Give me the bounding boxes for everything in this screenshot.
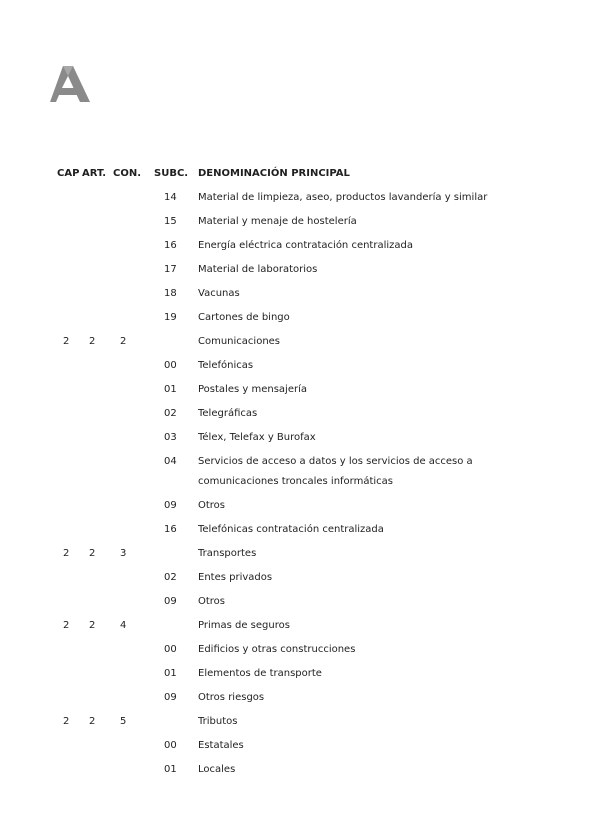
stylized-letter-a-icon [50, 66, 90, 102]
header-art: ART. [82, 168, 107, 179]
row-denominacion: Telefónicas [198, 360, 254, 371]
row-subc: 15 [164, 216, 177, 227]
table-body [0, 188, 600, 784]
row-art: 2 [89, 716, 96, 727]
table-row [0, 640, 600, 664]
row-subc: 18 [164, 288, 177, 299]
table-row [0, 236, 600, 260]
table-row [0, 188, 600, 212]
header-denominacion: DENOMINACIÓN PRINCIPAL [198, 168, 350, 179]
table-row [0, 452, 600, 496]
row-denominacion: Elementos de transporte [198, 668, 322, 679]
row-denominacion: Material y menaje de hostelería [198, 216, 357, 227]
row-denominacion: Vacunas [198, 288, 240, 299]
row-denominacion: Comunicaciones [198, 336, 281, 347]
row-con: 3 [120, 548, 127, 559]
row-denominacion: Servicios de acceso a datos y los servicios de acceso a comunicaciones troncales informáticas [198, 456, 473, 487]
row-con: 4 [120, 620, 127, 631]
row-subc: 00 [164, 360, 177, 371]
row-denominacion: Tributos [198, 716, 238, 727]
table-row [0, 332, 600, 356]
row-cap: 2 [63, 716, 70, 727]
row-denominacion: Entes privados [198, 572, 273, 583]
table-row [0, 428, 600, 452]
row-cap: 2 [63, 336, 70, 347]
table-row [0, 496, 600, 520]
table-row [0, 404, 600, 428]
row-subc: 01 [164, 764, 177, 775]
table-row [0, 544, 600, 568]
row-denominacion: Material de limpieza, aseo, productos lavandería y similar [198, 192, 488, 203]
table-row [0, 260, 600, 284]
row-denominacion: Otros [198, 500, 226, 511]
row-subc: 02 [164, 408, 177, 419]
header-subc: SUBC. [154, 168, 189, 179]
table-row [0, 760, 600, 784]
table-row [0, 688, 600, 712]
row-denominacion: Cartones de bingo [198, 312, 290, 323]
row-subc: 00 [164, 644, 177, 655]
table-row [0, 592, 600, 616]
table-row [0, 380, 600, 404]
table-row [0, 284, 600, 308]
row-subc: 09 [164, 500, 177, 511]
table-row [0, 712, 600, 736]
header-con: CON. [113, 168, 142, 179]
table-row [0, 212, 600, 236]
budget-classification-table [0, 168, 600, 784]
row-subc: 16 [164, 524, 177, 535]
row-subc: 01 [164, 384, 177, 395]
header-cap: CAP [57, 168, 80, 179]
row-cap: 2 [63, 620, 70, 631]
row-denominacion: Material de laboratorios [198, 264, 318, 275]
row-subc: 01 [164, 668, 177, 679]
row-denominacion: Postales y mensajería [198, 384, 307, 395]
row-subc: 16 [164, 240, 177, 251]
row-subc: 09 [164, 596, 177, 607]
row-denominacion: Telefónicas contratación centralizada [198, 524, 384, 535]
row-denominacion: Edificios y otras construcciones [198, 644, 356, 655]
row-subc: 09 [164, 692, 177, 703]
row-denominacion: Estatales [198, 740, 244, 751]
row-denominacion: Télex, Telefax y Burofax [198, 432, 316, 443]
row-denominacion: Otros [198, 596, 226, 607]
table-row [0, 568, 600, 592]
row-denominacion: Otros riesgos [198, 692, 265, 703]
row-denominacion: Primas de seguros [198, 620, 290, 631]
row-subc: 17 [164, 264, 177, 275]
row-art: 2 [89, 336, 96, 347]
row-denominacion: Telegráficas [198, 408, 258, 419]
row-denominacion: Energía eléctrica contratación centralizada [198, 240, 414, 251]
row-denominacion: Transportes [198, 548, 257, 559]
row-art: 2 [89, 548, 96, 559]
table-row [0, 664, 600, 688]
row-subc: 19 [164, 312, 177, 323]
table-row [0, 616, 600, 640]
row-con: 5 [120, 716, 127, 727]
table-row [0, 736, 600, 760]
row-subc: 02 [164, 572, 177, 583]
table-row [0, 308, 600, 332]
row-subc: 14 [164, 192, 177, 203]
row-subc: 04 [164, 456, 177, 467]
table-row [0, 520, 600, 544]
table-row [0, 356, 600, 380]
row-con: 2 [120, 336, 127, 347]
row-subc: 00 [164, 740, 177, 751]
row-art: 2 [89, 620, 96, 631]
row-denominacion: Locales [198, 764, 236, 775]
table-header [0, 168, 600, 188]
row-cap: 2 [63, 548, 70, 559]
row-subc: 03 [164, 432, 177, 443]
